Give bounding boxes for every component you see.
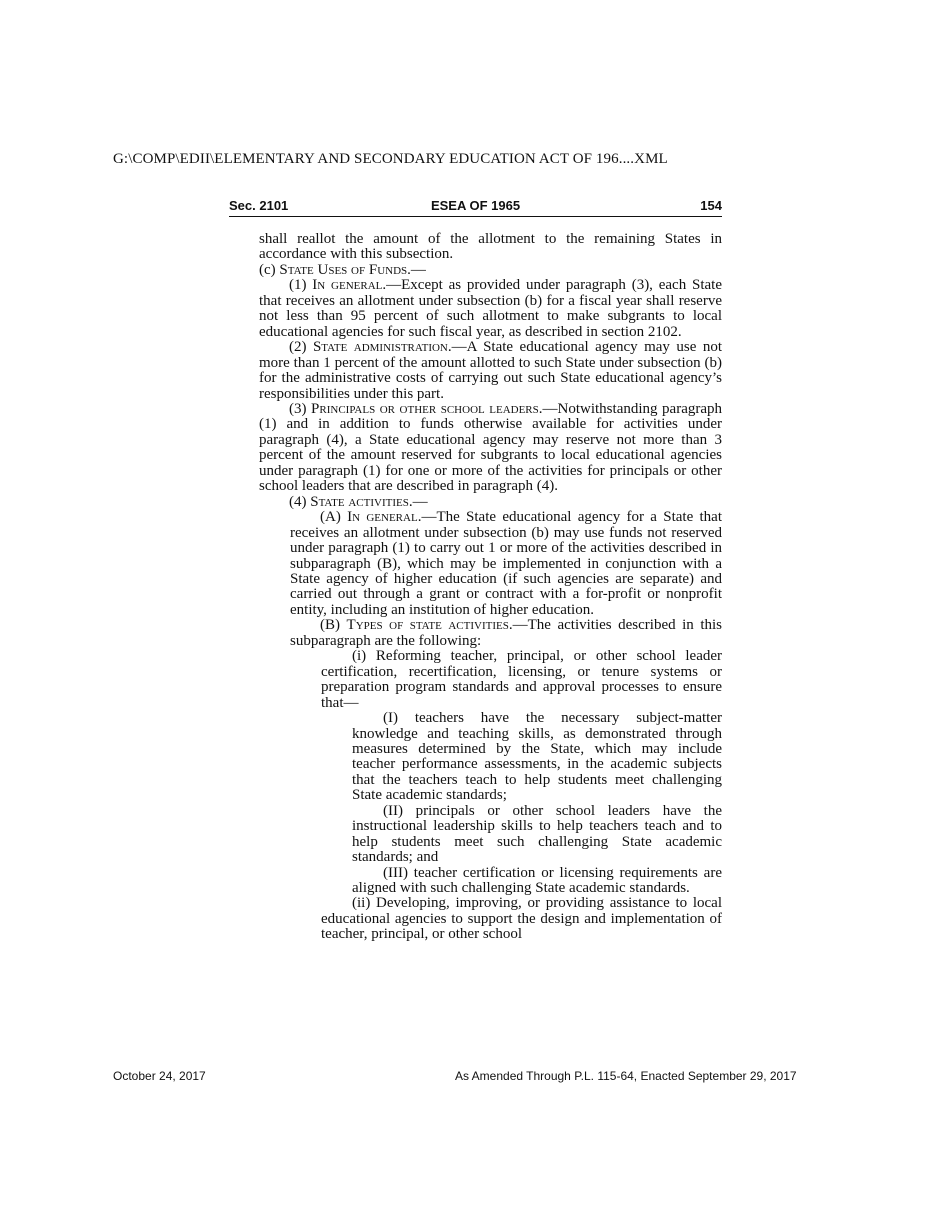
paragraph-c3: (3) Principals or other school leaders.—Notwithstanding paragraph (1) and in addition to funds otherwise available for activities under paragraph (4), a State educational agency may reserve not more than 3 percent of the amount reserved for subgrants to local educational agencies under paragraph (1) for one or more of the activities for principals or other school leaders that are described in paragraph (4). [259,400,723,495]
subparagraph-c4a: (A) In general.—The State educational agency for a State that receives an allotment under subsection (b) may use funds not reserved under paragraph (1) to carry out 1 or more of the activities described in subparagraph (B), which may be implemented in conjunction with a State agency of higher education (if such agencies are separate) and carried out through a grant or contract with a for-profit or nonprofit entity, including an institution of higher education. [290,509,723,618]
subclause-c4b-i-II: (II) principals or other school leaders have the instructional leadership skills to help teachers teach and to help students meet such challenging State academic standards; and [352,802,722,866]
footer-date: October 24, 2017 [113,1069,206,1083]
paragraph-c3-title: Principals or other school leaders [311,400,539,417]
clause-c4b-i: (i) Reforming teacher, principal, or other school leader certification, recertification, licensing, or tenure systems or preparation program standards and approval processes to ensure that— [321,648,722,711]
paragraph-c1: (1) In general.—Except as provided under paragraph (3), each State that receives an allotment under subsection (b) for a fiscal year shall reserve not less than 95 percent of such allotment to make subgrants to local educational agencies for such fiscal year, as described in section 2102. [259,277,722,340]
footer-amended-note: As Amended Through P.L. 115-64, Enacted September 29, 2017 [455,1069,797,1083]
statute-body [259,232,722,943]
paragraph-c1-title: In general [312,277,383,294]
header-section: Sec. 2101 [229,198,289,213]
subclause-c4b-i-III: (III) teacher certification or licensing requirements are aligned with such challenging State academic standards. [352,864,722,897]
subparagraph-c4b-title: Types of state activities [346,617,509,634]
clause-c4b-ii: (ii) Developing, improving, or providing assistance to local educational agencies to support the design and implementation of teacher, principal, or other school [321,895,722,943]
subparagraph-c4a-title: In general [347,509,418,526]
header-page-number: 154 [700,198,722,213]
subsection-c-heading: (c) State Uses of Funds.— [259,261,426,278]
paragraph-reallot: shall reallot the amount of the allotment to the remaining States in accordance with this subsection. [259,231,722,263]
paragraph-c4-title: State activities [310,493,409,510]
subsection-c-title: State Uses of Funds [279,261,408,278]
subclause-c4b-i-I: (I) teachers have the necessary subject-matter knowledge and teaching skills, as demonstrated through measures determined by the State, which may include teacher performance assessments, in the academic subjects that the teachers teach to help students meet challenging State academic standards; [352,710,722,804]
running-header [229,198,722,217]
header-title: ESEA OF 1965 [430,198,521,213]
paragraph-c2-title: State administration [312,339,448,356]
paragraph-c4: (4) State activities.— [289,493,428,510]
file-path: G:\COMP\EDII\ELEMENTARY AND SECONDARY EDUCATION ACT OF 196....XML [113,151,668,167]
paragraph-c2: (2) State administration.—A State educational agency may use not more than 1 percent of the amount allotted to such State under subsection (b) for the administrative costs of carrying out such State educational agency’s responsibilities under this part. [259,339,722,402]
subparagraph-c4b: (B) Types of state activities.—The activities described in this subparagraph are the following: [290,617,723,649]
